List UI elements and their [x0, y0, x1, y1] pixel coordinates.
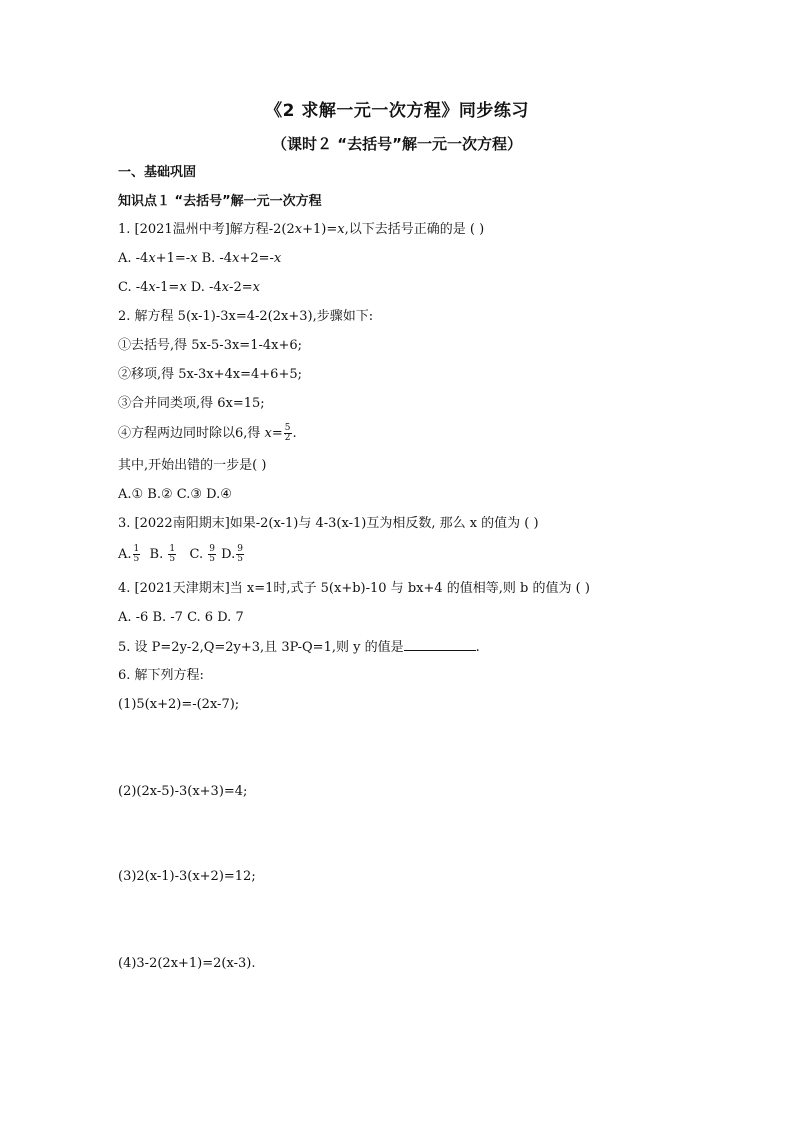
question-2-question: 其中,开始出错的一步是( ) [118, 458, 267, 473]
question-3-options: A. $\frac{1}{5}$ B. $\frac{1}{5}$ C. $\frac{9}{5}$ D. $\frac{9}{5}$ [118, 544, 243, 564]
question-5-stem: 5. 设 P=2y-2,Q=2y+3,且 3P-Q=1,则 y 的值是 . [118, 640, 480, 655]
question-6-part-3: (3)2(x-1)-3(x+2)=12; [118, 869, 256, 884]
question-3-stem: 3. [2022南阳期末]如果-2(x-1)与 4-3(x-1)互为相反数, 那么 x 的值为 ( ) [118, 516, 539, 531]
worksheet-title: 《2 求解一元一次方程》同步练习 [265, 101, 529, 121]
question-2-step-4: ④方程两边同时除以6,得 x= $\frac{5}{2}$ . [118, 423, 297, 443]
question-6-part-2: (2)(2x-5)-3(x+3)=4; [118, 784, 248, 799]
question-2-step-1: ①去括号,得 5x-5-3x=1-4x+6; [118, 338, 302, 353]
question-2-step-2: ②移项,得 5x-3x+4x=4+6+5; [118, 367, 302, 382]
question-1-options-cd: C. -4x-1=x D. -4x-2=x [118, 280, 260, 295]
answer-blank[interactable] [404, 638, 476, 651]
fraction: $\frac{1}{5}$ [133, 544, 140, 564]
question-1-options-ab: A. -4x+1=-x B. -4x+2=-x [118, 251, 282, 266]
fraction: $\frac{9}{5}$ [237, 544, 243, 564]
fraction: $\frac{1}{5}$ [169, 544, 176, 564]
question-4-options: A. -6 B. -7 C. 6 D. 7 [118, 610, 244, 625]
question-6-stem: 6. 解下列方程: [118, 668, 204, 683]
question-4-stem: 4. [2021天津期末]当 x=1时,式子 5(x+b)-10 与 bx+4 的值相等,则 b 的值为 ( ) [118, 581, 590, 596]
question-1-stem: 1. [2021温州中考]解方程-2(2x+1)=x,以下去括号正确的是 ( ) [118, 222, 485, 237]
question-6-part-1: (1)5(x+2)=-(2x-7); [118, 697, 240, 712]
fraction: $\frac{5}{2}$ [284, 423, 291, 443]
section-heading: 一、基础巩固 [118, 165, 197, 180]
question-6-part-4: (4)3-2(2x+1)=2(x-3). [118, 956, 256, 971]
question-2-step-3: ③合并同类项,得 6x=15; [118, 396, 265, 411]
fraction: $\frac{9}{5}$ [209, 544, 215, 564]
knowledge-point-heading: 知识点１ “去括号”解一元一次方程 [118, 194, 322, 209]
question-2-options: A.① B.② C.③ D.④ [118, 487, 232, 502]
question-2-stem: 2. 解方程 5(x-1)-3x=4-2(2x+3),步骤如下: [118, 309, 374, 324]
lesson-subtitle: （课时２ “去括号”解一元一次方程） [272, 135, 522, 153]
